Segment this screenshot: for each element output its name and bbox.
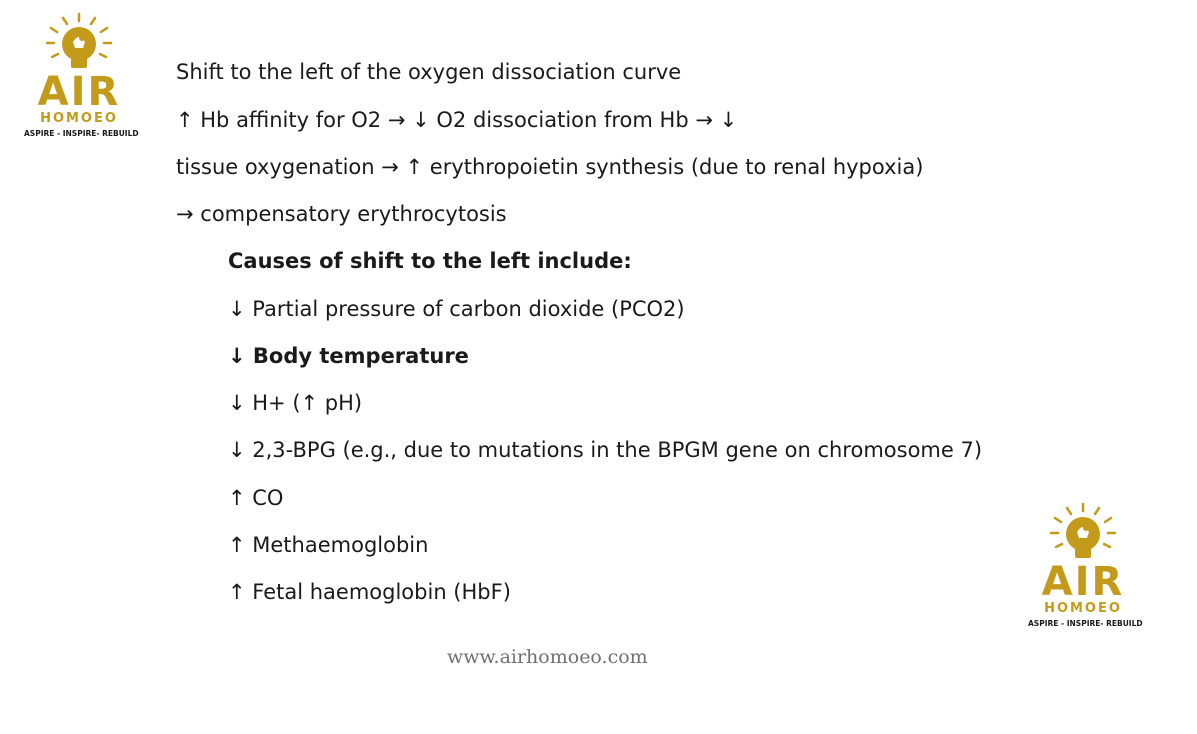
- intro-line-2: tissue oxygenation → ↑ erythropoietin synthesis (due to renal hypoxia): [176, 155, 924, 179]
- cause-item: ↑ Methaemoglobin: [228, 533, 429, 557]
- causes-heading: Causes of shift to the left include:: [228, 249, 632, 273]
- logo-tagline: ASPIRE - INSPIRE- REBUILD: [1028, 619, 1143, 628]
- air-homoeo-logo-watermark: [1028, 502, 1143, 632]
- cause-item: ↑ CO: [228, 486, 284, 510]
- cause-item: ↓ Body temperature: [228, 344, 469, 368]
- website-url: www.airhomoeo.com: [447, 646, 648, 668]
- intro-line-1: ↑ Hb affinity for O2 → ↓ O2 dissociation from Hb → ↓: [176, 108, 738, 132]
- cause-item: ↓ Partial pressure of carbon dioxide (PCO2): [228, 297, 685, 321]
- logo-homoeo-text: HOMOEO: [40, 111, 118, 126]
- logo-homoeo-text: HOMOEO: [1044, 601, 1122, 616]
- air-homoeo-logo: [24, 12, 139, 142]
- intro-line-3: → compensatory erythrocytosis: [176, 202, 507, 226]
- cause-item: ↑ Fetal haemoglobin (HbF): [228, 580, 511, 604]
- logo-air-text: AIR: [1041, 559, 1125, 605]
- cause-item: ↓ H+ (↑ pH): [228, 391, 363, 415]
- cause-item: ↓ 2,3-BPG (e.g., due to mutations in the BPGM gene on chromosome 7): [228, 438, 983, 462]
- logo-tagline: ASPIRE - INSPIRE- REBUILD: [24, 129, 139, 138]
- logo-air-text: AIR: [37, 69, 121, 115]
- intro-heading: Shift to the left of the oxygen dissociation curve: [176, 60, 682, 84]
